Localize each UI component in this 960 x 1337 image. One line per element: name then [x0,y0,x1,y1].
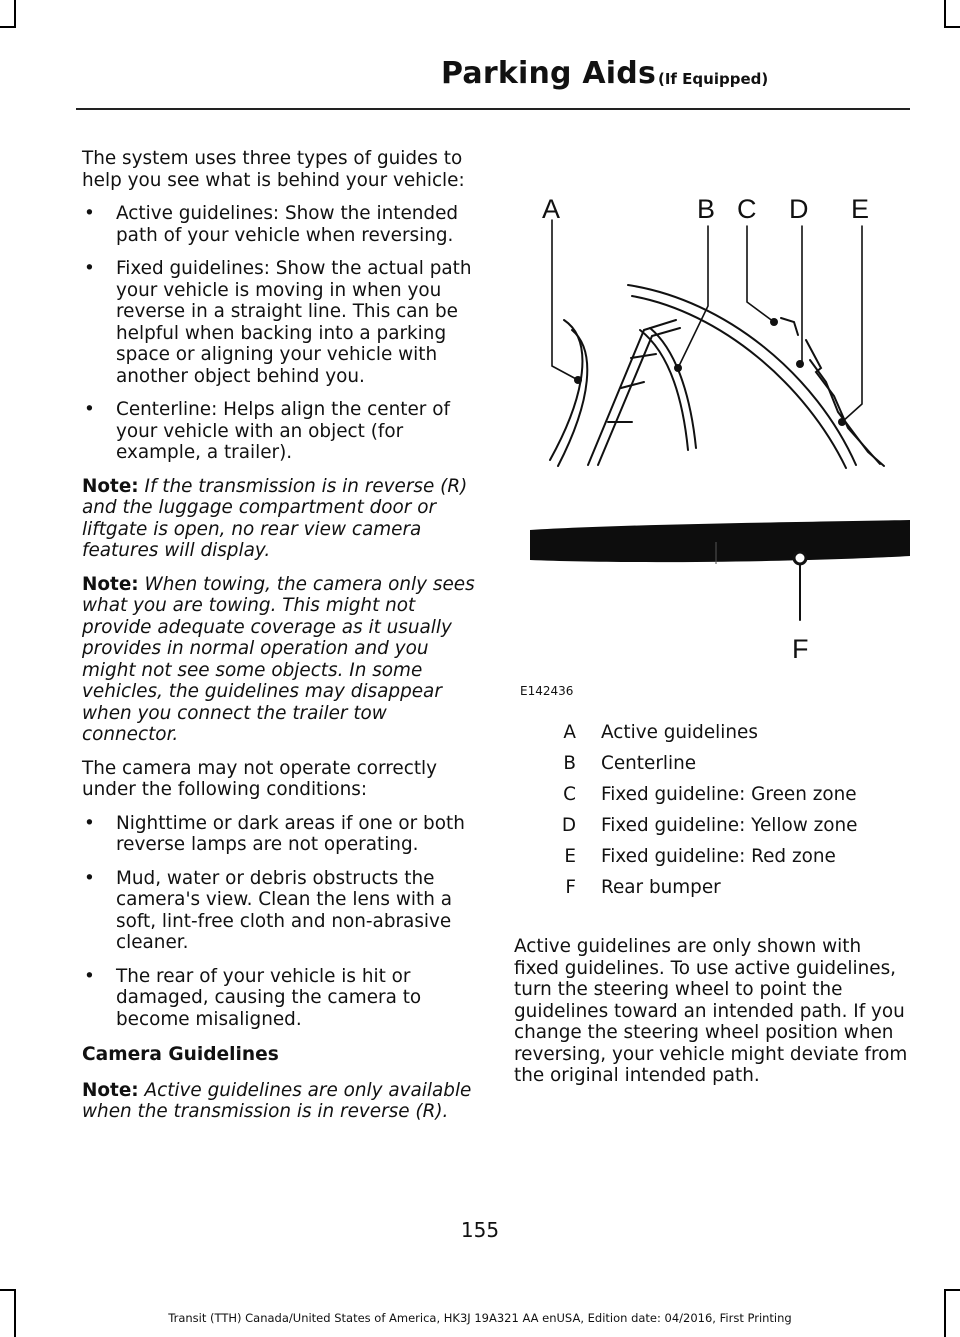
page-footer: Transit (TTH) Canada/United States of America, HK3J 19A321 AA enUSA, Edition date: 04/2016, First Printing [168,1311,792,1325]
figure-id: E142436 [520,684,574,698]
note-paragraph [82,574,478,746]
callout-leader [842,226,862,422]
callout-dot [770,318,778,326]
legend-description: Active guidelines [601,722,758,743]
callout-leader [552,220,578,380]
note-label: Note: [82,475,139,497]
callout-label-e: E [851,194,870,224]
callout-label-d: D [789,194,809,224]
callout-dot [796,360,804,368]
callout-dot [838,418,846,426]
legend-row [520,877,900,908]
crop-mark [0,26,16,28]
note-paragraph [82,1080,478,1123]
list-item: • Fixed guidelines: Show the actual path your vehicle is moving in when you reverse in a straight line. This can be helpful when backing into a parking space or aligning your vehicle with another object behind you. [82,258,478,387]
crop-mark [944,1289,960,1291]
legend-letter: E [564,846,576,867]
legend-description: Rear bumper [601,877,721,898]
list-item: • Nighttime or dark areas if one or both reverse lamps are not operating. [82,813,478,856]
legend-description: Fixed guideline: Red zone [601,846,836,867]
note-label: Note: [82,573,139,595]
fixed-guideline-tick [608,354,656,422]
section-heading: Camera Guidelines [82,1044,279,1065]
legend-letter: C [563,784,576,805]
legend-row [520,815,900,846]
camera-guidelines-diagram [516,190,916,700]
left-column [82,148,478,1135]
note-text: Active guidelines are only available when the transmission is in reverse (R). [82,1079,472,1122]
list-item: • Active guidelines: Show the intended path of your vehicle when reversing. [82,203,478,246]
callout-label-a: A [542,194,561,224]
outer-arc [632,296,846,468]
list-item: • The rear of your vehicle is hit or damaged, causing the camera to become misaligned. [82,966,478,1031]
list-item: • Mud, water or debris obstructs the camera's view. Clean the lens with a soft, lint-free cloth and non-abrasive cleaner. [82,868,478,954]
guides-list [82,203,478,464]
active-guideline [558,330,587,466]
callout-dot [574,376,582,384]
note-text: When towing, the camera only sees what you are towing. This might not provide adequate coverage as it usually provides in normal operation and you might not see some objects. In some vehicles, the guidelines may disappear when you connect the trailer tow connector. [82,573,475,745]
note-paragraph [82,476,478,562]
page-title: Parking Aids [441,56,656,91]
callout-label-c: C [737,194,757,224]
legend-letter: B [563,753,576,774]
callout-leader [747,226,774,322]
callout-dot [794,552,806,564]
active-guidelines-paragraph: Active guidelines are only shown with fixed guidelines. To use active guidelines, turn the steering wheel to point the guidelines toward an intended path. If you change the steering wheel position when reversing, your vehicle might deviate from the original intended path. [514,936,908,1087]
legend-row [520,846,900,877]
intro-paragraph: The system uses three types of guides to help you see what is behind your vehicle: [82,148,465,191]
callout-label-b: B [697,194,716,224]
legend-description: Fixed guideline: Green zone [601,784,857,805]
conditions-intro: The camera may not operate correctly under the following conditions: [82,757,438,800]
crop-mark [14,0,16,26]
callout-label-f: F [792,634,809,664]
callout-dot [674,364,682,372]
legend-letter: D [561,815,576,836]
legend-row [520,784,900,815]
legend-letter: A [563,722,576,743]
legend-description: Fixed guideline: Yellow zone [601,815,858,836]
note-text: If the transmission is in reverse (R) and the luggage compartment door or liftgate is open, no rear view camera features will display. [82,475,468,561]
page-number: 155 [460,1218,500,1242]
note-label: Note: [82,1079,139,1101]
crop-mark [944,0,946,26]
list-item: • Centerline: Helps align the center of your vehicle with an object (for example, a trailer). [82,399,478,464]
legend-description: Centerline [601,753,697,774]
fixed-guideline-right [810,360,884,466]
fixed-guideline-right [781,318,798,335]
active-guideline [550,320,582,460]
callout-leader [678,226,708,368]
page-subtitle: (If Equipped) [658,70,769,88]
figure-legend [520,722,900,908]
crop-mark [944,26,960,28]
legend-row [520,722,900,753]
legend-row [520,753,900,784]
legend-letter: F [565,877,576,898]
conditions-list [82,813,478,1031]
page-header [76,52,910,110]
rear-bumper [530,520,910,562]
